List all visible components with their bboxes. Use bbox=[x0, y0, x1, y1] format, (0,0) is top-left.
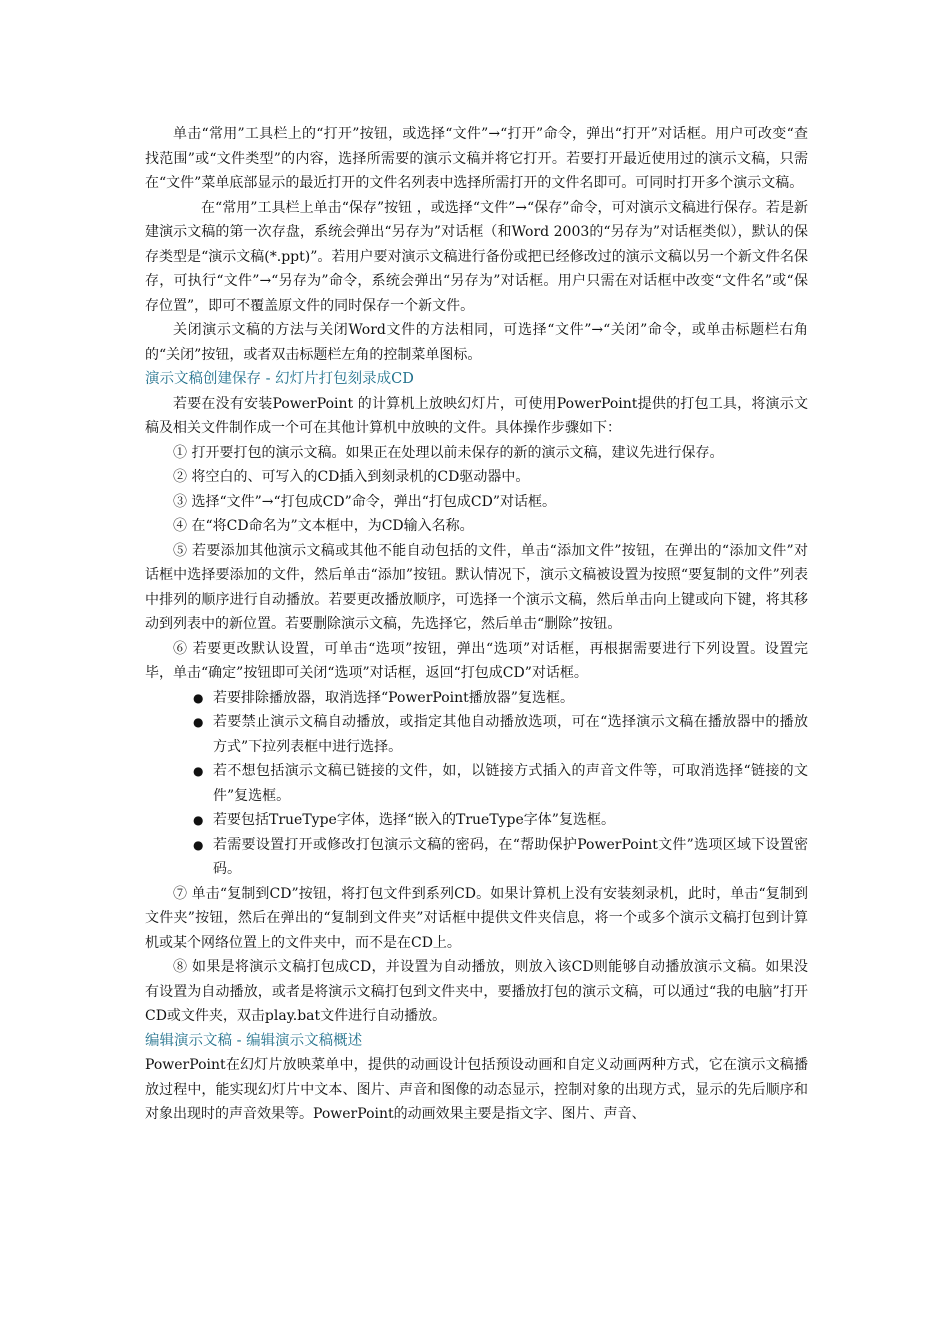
paragraph-animation-overview: PowerPoint在幻灯片放映菜单中，提供的动画设计包括预设动画和自定义动画两种方式，它在演示文稿播放过程中，能实现幻灯片中文本、图片、声音和图像的动态显示，控制对象的出现方式，显示的先后顺序和对象出现时的声音效果等。PowerPoint的动画效果主要是指文字、图片、声音、 bbox=[145, 1057, 808, 1122]
bullet-item bbox=[193, 833, 808, 882]
bullet-item bbox=[193, 759, 808, 808]
step-5: ⑤ 若要添加其他演示文稿或其他不能自动包括的文件，单击“添加文件”按钮，在弹出的“添加文件”对话框中选择要添加的文件，然后单击“添加”按钮。默认情况下，演示文稿被设置为按照“要复制的文件”列表中排列的顺序进行自动播放。若要更改播放顺序，可选择一个演示文稿，然后单击向上键或向下键，将其移动到列表中的新位置。若要删除演示文稿，先选择它，然后单击“删除”按钮。 bbox=[145, 542, 808, 632]
bullet-dot-icon: ● bbox=[193, 837, 204, 852]
section-heading-edit-overview[interactable]: 编辑演示文稿 - 编辑演示文稿概述 bbox=[145, 1032, 363, 1049]
step-4: ④ 在“将CD命名为”文本框中，为CD输入名称。 bbox=[173, 518, 474, 534]
bullet-dot-icon: ● bbox=[193, 813, 204, 827]
paragraph-open-presentation: 单击“常用”工具栏上的“打开”按钮，或选择“文件”→“打开”命令，弹出“打开”对话框。用户可改变“查找范围”或“文件类型”的内容，选择所需要的演示文稿并将它打开。若要打开最近使用过的演示文稿，只需在“文件”菜单底部显示的最近打开的文件名列表中选择所需打开的文件名即可。可同时打开多个演示文稿。 bbox=[145, 126, 808, 191]
bullet-dot-icon: ● bbox=[193, 764, 204, 778]
bullet-text: 若要排除播放器，取消选择“PowerPoint播放器”复选框。 bbox=[213, 689, 574, 706]
document-page bbox=[145, 122, 808, 1127]
bullet-text: 若要禁止演示文稿自动播放，或指定其他自动播放选项，可在“选择演示文稿在播放器中的播放方式”下拉列表框中进行选择。 bbox=[213, 714, 808, 755]
bullet-item bbox=[193, 808, 808, 833]
paragraph-save-presentation: 在“常用”工具栏上单击“保存”按钮 ，或选择“文件”→“保存”命令，可对演示文稿进行保存。若是新建演示文稿的第一次存盘，系统会弹出“另存为”对话框（和Word 2003的“另存为”对话框类似），默认的保存类型是“演示文稿(*.ppt)”。若用户要对演示文稿进行备份或把已经修改过的演示文稿以另一个新文件名保存，可执行“文件”→“另存为”命令，系统会弹出“另存为”对话框。用户只需在对话框中改变“文件名”或“保存位置”，即可不覆盖原文件的同时保存一个新文件。 bbox=[145, 199, 808, 314]
paragraph-close-presentation: 关闭演示文稿的方法与关闭Word文件的方法相同，可选择“文件”→“关闭”命令，或单击标题栏右角的“关闭”按钮，或者双击标题栏左角的控制菜单图标。 bbox=[145, 322, 808, 363]
bullet-dot-icon: ● bbox=[193, 690, 204, 705]
bullet-text: 若要包括TrueType字体，选择“嵌入的TrueType字体”复选框。 bbox=[213, 812, 615, 828]
step-6: ⑥ 若要更改默认设置，可单击“选项”按钮，弹出“选项”对话框，再根据需要进行下列设置。设置完毕，单击“确定”按钮即可关闭“选项”对话框，返回“打包成CD”对话框。 bbox=[145, 640, 808, 681]
step-2: ② 将空白的、可写入的CD插入到刻录机的CD驱动器中。 bbox=[173, 469, 530, 485]
step-8: ⑧ 如果是将演示文稿打包成CD，并设置为自动播放，则放入该CD则能够自动播放演示文稿。如果没有设置为自动播放，或者是将演示文稿打包到文件夹中，要播放打包的演示文稿，可以通过“我的电脑”打开CD或文件夹，双击play.bat文件进行自动播放。 bbox=[145, 959, 808, 1024]
bullet-dot-icon: ● bbox=[193, 715, 204, 729]
options-bullet-list bbox=[145, 686, 808, 882]
bullet-item bbox=[193, 710, 808, 759]
step-1: ① 打开要打包的演示文稿。如果正在处理以前未保存的新的演示文稿，建议先进行保存。 bbox=[173, 444, 724, 461]
section-heading-package-cd[interactable]: 演示文稿创建保存 - 幻灯片打包刻录成CD bbox=[145, 371, 414, 387]
step-3: ③ 选择“文件”→“打包成CD”命令，弹出“打包成CD”对话框。 bbox=[173, 493, 556, 510]
bullet-text: 若需要设置打开或修改打包演示文稿的密码，在“帮助保护PowerPoint文件”选项区域下设置密码。 bbox=[213, 836, 808, 877]
bullet-text: 若不想包括演示文稿已链接的文件，如，以链接方式插入的声音文件等，可取消选择“链接的文件”复选框。 bbox=[213, 763, 808, 804]
step-7: ⑦ 单击“复制到CD”按钮，将打包文件到系列CD。如果计算机上没有安装刻录机，此时，单击“复制到文件夹”按钮，然后在弹出的“复制到文件夹”对话框中提供文件夹信息，将一个或多个演示文稿打包到计算机或某个网络位置上的文件夹中，而不是在CD上。 bbox=[145, 885, 808, 951]
bullet-item bbox=[193, 686, 808, 711]
paragraph-package-intro: 若要在没有安装PowerPoint 的计算机上放映幻灯片，可使用PowerPoint提供的打包工具，将演示文稿及相关文件制作成一个可在其他计算机中放映的文件。具体操作步骤如下： bbox=[145, 395, 808, 436]
